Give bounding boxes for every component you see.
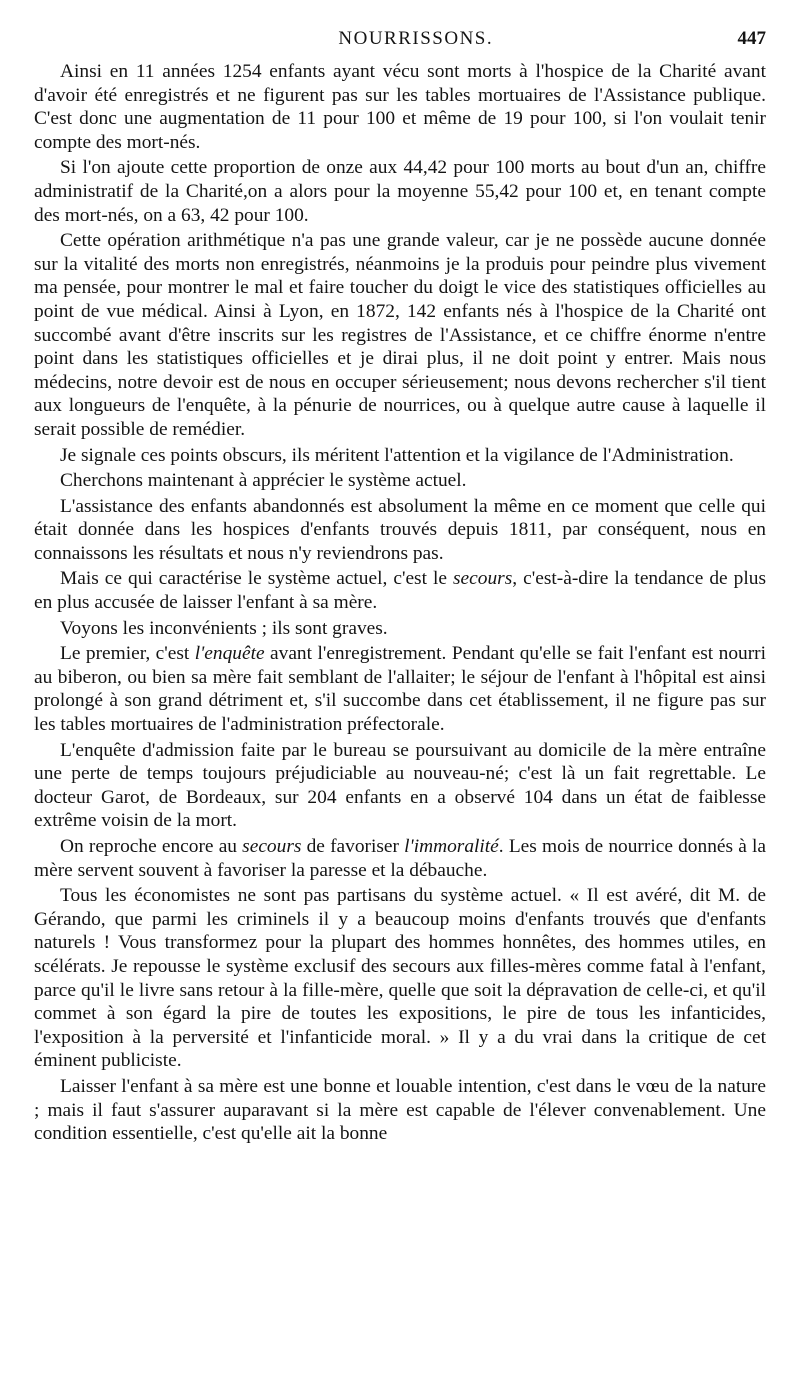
- text-run: Cette opération arithmétique n'a pas une grande valeur, car je ne possède aucune donnée sur la vitalité des morts non enregistrés, néanmoins je la produis pour peindre plus vivement ma pensée, pour montrer le mal et faire toucher du doigt le vice des statistiques officielles au point de vue médical. Ainsi à Lyon, en 1872, 142 enfants nés à l'hospice de la Charité ont succombé avant d'être inscrits sur les registres de l'Assistance, et ce chiffre énorme n'entre point dans les statistiques officielles et je dirai plus, il ne doit point y entrer. Mais nous médecins, notre devoir est de nous en occuper sérieusement; nous devons rechercher s'il tient aux longueurs de l'enquête, à la pénurie de nourrices, ou à quelque autre cause à laquelle il serait possible de remédier.: [34, 230, 766, 440]
- text-run: Mais ce qui caractérise le système actuel, c'est le: [60, 568, 453, 590]
- text-run: Laisser l'enfant à sa mère est une bonne et louable intention, c'est dans le vœu de la nature ; mais il faut s'assurer auparavant si la mère est capable de l'élever convenablement. Une condition essentielle, c'est qu'elle ait la bonne: [34, 1075, 766, 1145]
- text-run: de favoriser: [301, 836, 405, 857]
- paragraph: [34, 617, 766, 641]
- italic-text: secours: [453, 568, 513, 590]
- paragraph: [34, 444, 766, 468]
- italic-text: l'enquête: [194, 643, 265, 665]
- text-run: On reproche encore au: [60, 836, 243, 857]
- paragraph: [34, 495, 766, 566]
- text-run: avant l'enregistrement. Pendant qu'elle se fait l'enfant est nourri au biberon, ou bien sa mère fait semblant de l'allaiter; le séjour de l'enfant à l'hôpital est ainsi prolongé à son grand détriment et, s'il succombe dans cet établissement, il ne figure pas sur les tables mortuaires de l'administration préfectorale.: [34, 643, 767, 736]
- text-run: L'enquête d'admission faite par le bureau se poursuivant au domicile de la mère entraîne une perte de temps toujours préjudiciable au nouveau-né; c'est là un fait regrettable. Le docteur Garot, de Bordeaux, sur 204 enfants en a observé 104 dans un état de faiblesse extrême voisin de la mort.: [34, 739, 766, 832]
- page-body: [34, 60, 766, 1146]
- paragraph: [34, 739, 766, 833]
- italic-text: l'immoralité: [404, 836, 499, 857]
- text-run: Ainsi en 11 années 1254 enfants ayant vécu sont morts à l'hospice de la Charité avant d'avoir été enregistrés et ne figurent pas sur les tables mortuaires de l'Assistance publique. C'est donc une augmentation de 11 pour 100 et même de 19 pour 100, si l'on voulait tenir compte des mort-nés.: [34, 61, 766, 153]
- text-run: , c'est-à-dire la tendance de plus en plus accusée de laisser l'enfant à sa mère.: [34, 568, 766, 614]
- text-run: Voyons les inconvénients ; ils sont graves.: [60, 617, 388, 639]
- text-run: Cherchons maintenant à apprécier le système actuel.: [60, 470, 467, 492]
- text-run: . Les mois de nourrice donnés à la mère servent souvent à favoriser la paresse et la débauche.: [34, 836, 766, 881]
- running-header: [34, 28, 766, 58]
- paragraph: [34, 567, 766, 614]
- text-run: L'assistance des enfants abandonnés est absolument la même en ce moment que celle qui était donnée dans les hospices d'enfants trouvés depuis 1811, par conséquent, nous en connaissons les résultats et nous n'y reviendrons pas.: [34, 495, 766, 564]
- paragraph: [34, 884, 766, 1073]
- paragraph: [34, 156, 766, 227]
- italic-text: secours: [242, 836, 302, 857]
- text-run: Tous les économistes ne sont pas partisans du système actuel. « Il est avéré, dit M. de Gérando, que parmi les criminels il y a beaucoup moins d'enfants trouvés que d'enfants naturels ! Vous transformez pour la plupart des hommes honnêtes, des hommes utiles, en scélérats. Je repousse le système exclusif des secours aux filles-mères comme fatal à l'enfant, parce qu'il le livre sans retour à la fille-mère, quelle que soit la dépravation de celle-ci, et qu'il commet à son égard la pire de toutes les expositions, le pire de tous les infanticides, l'exposition à la perversité et l'infanticide moral. » Il y a du vrai dans la critique de cet éminent publiciste.: [34, 885, 766, 1072]
- running-title: NOURRISSONS.: [338, 28, 494, 49]
- paragraph: [34, 1075, 766, 1146]
- paragraph: [34, 642, 766, 736]
- text-run: Je signale ces points obscurs, ils méritent l'attention et la vigilance de l'Administration.: [60, 444, 734, 466]
- paragraph: [34, 469, 766, 493]
- paragraph: [34, 60, 766, 154]
- paragraph: [34, 229, 766, 441]
- paragraph: [34, 835, 766, 882]
- text-run: Le premier, c'est: [60, 643, 195, 665]
- page-number: 447: [737, 28, 766, 49]
- text-run: Si l'on ajoute cette proportion de onze aux 44,42 pour 100 morts au bout d'un an, chiffre administratif de la Charité,on a alors pour la moyenne 55,42 pour 100 et, en tenant compte des mort-nés, on a 63, 42 pour 100.: [34, 157, 766, 226]
